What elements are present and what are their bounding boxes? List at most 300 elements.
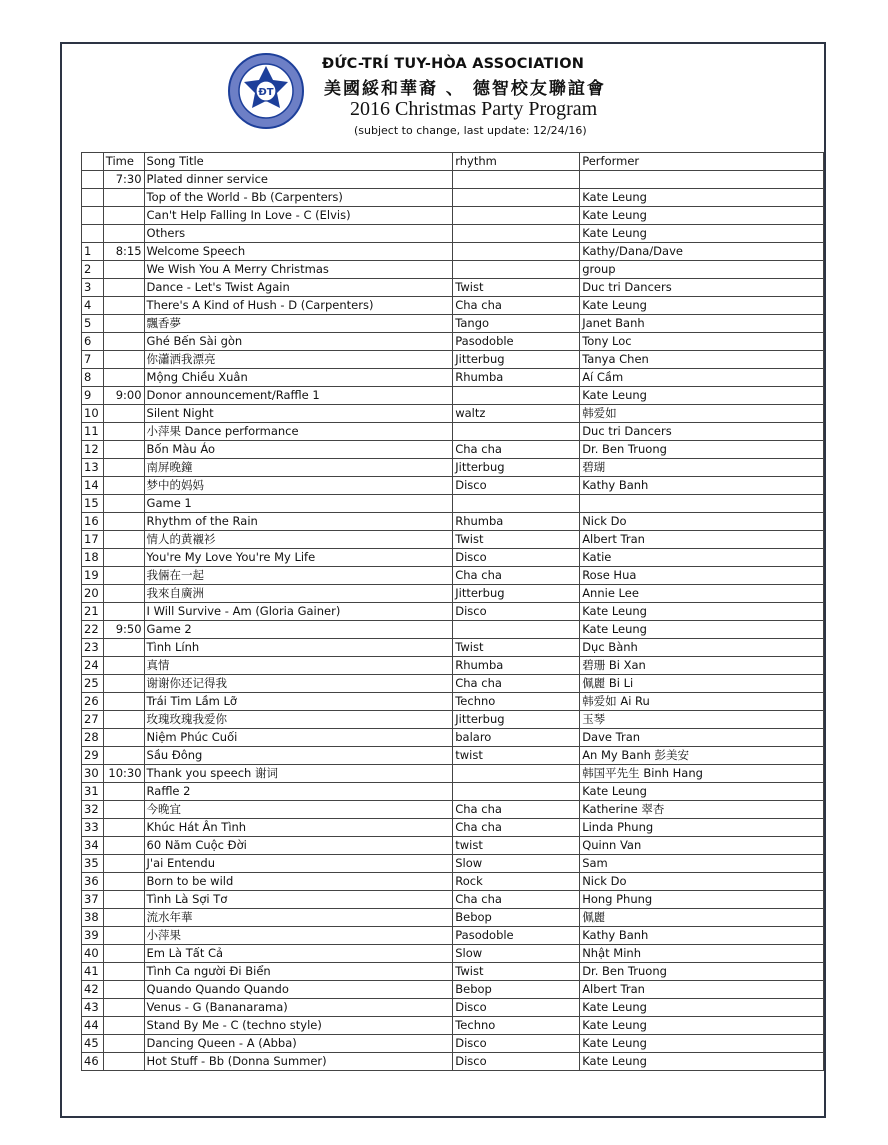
cell-number: 23 (82, 639, 104, 657)
cell-number (82, 207, 104, 225)
cell-performer: Linda Phung (580, 819, 824, 837)
cell-song-title: Rhythm of the Rain (144, 513, 453, 531)
cell-rhythm: Disco (453, 603, 580, 621)
cell-rhythm: Disco (453, 477, 580, 495)
association-name-cn: 美國綏和華裔 、 德智校友聯誼會 (324, 79, 606, 99)
cell-time (103, 477, 144, 495)
cell-performer: Kate Leung (580, 783, 824, 801)
cell-number: 25 (82, 675, 104, 693)
cell-time (103, 315, 144, 333)
cell-number: 29 (82, 747, 104, 765)
cell-song-title: 小萍果 (144, 927, 453, 945)
cell-performer: Duc tri Dancers (580, 423, 824, 441)
cell-rhythm: Jitterbug (453, 351, 580, 369)
cell-time (103, 459, 144, 477)
table-row (82, 657, 824, 675)
cell-time (103, 297, 144, 315)
cell-number: 6 (82, 333, 104, 351)
table-row (82, 765, 824, 783)
program-sheet (60, 42, 826, 1118)
cell-performer: 韩爱如 Ai Ru (580, 693, 824, 711)
cell-song-title: Quando Quando Quando (144, 981, 453, 999)
cell-rhythm (453, 261, 580, 279)
cell-number (82, 171, 104, 189)
cell-song-title: 60 Năm Cuộc Đời (144, 837, 453, 855)
cell-number: 34 (82, 837, 104, 855)
cell-song-title: Tình Ca người Đi Biển (144, 963, 453, 981)
cell-rhythm: Cha cha (453, 891, 580, 909)
cell-performer: Kate Leung (580, 1017, 824, 1035)
table-row (82, 783, 824, 801)
cell-number: 30 (82, 765, 104, 783)
cell-rhythm: Twist (453, 531, 580, 549)
cell-rhythm (453, 621, 580, 639)
cell-performer: Sam (580, 855, 824, 873)
table-row (82, 189, 824, 207)
cell-song-title: Silent Night (144, 405, 453, 423)
cell-performer: Kathy Banh (580, 927, 824, 945)
cell-rhythm: Pasodoble (453, 333, 580, 351)
cell-performer: Katherine 翠杏 (580, 801, 824, 819)
logo-letters: ĐT (258, 87, 274, 98)
table-row (82, 675, 824, 693)
program-table (81, 152, 824, 1071)
cell-song-title: Can't Help Falling In Love - C (Elvis) (144, 207, 453, 225)
cell-song-title: Thank you speech 谢词 (144, 765, 453, 783)
cell-song-title: We Wish You A Merry Christmas (144, 261, 453, 279)
table-row (82, 567, 824, 585)
cell-number: 8 (82, 369, 104, 387)
cell-performer (580, 171, 824, 189)
cell-number: 15 (82, 495, 104, 513)
cell-time (103, 837, 144, 855)
table-row (82, 261, 824, 279)
cell-rhythm (453, 207, 580, 225)
cell-number: 27 (82, 711, 104, 729)
cell-number: 2 (82, 261, 104, 279)
cell-time (103, 351, 144, 369)
cell-performer: Rose Hua (580, 567, 824, 585)
cell-rhythm: Twist (453, 279, 580, 297)
cell-rhythm: Bebop (453, 981, 580, 999)
cell-performer: 佩麗 (580, 909, 824, 927)
cell-time (103, 207, 144, 225)
cell-rhythm: Tango (453, 315, 580, 333)
cell-rhythm: Disco (453, 1035, 580, 1053)
cell-performer: An My Banh 彭美安 (580, 747, 824, 765)
cell-performer: Aí Cầm (580, 369, 824, 387)
cell-performer: Nhật Minh (580, 945, 824, 963)
cell-performer: Quinn Van (580, 837, 824, 855)
cell-rhythm (453, 243, 580, 261)
cell-number: 42 (82, 981, 104, 999)
cell-number (82, 189, 104, 207)
cell-number: 28 (82, 729, 104, 747)
cell-number (82, 225, 104, 243)
cell-song-title: You're My Love You're My Life (144, 549, 453, 567)
cell-number: 38 (82, 909, 104, 927)
cell-number: 31 (82, 783, 104, 801)
program-title: 2016 Christmas Party Program (350, 98, 598, 120)
cell-song-title: Donor announcement/Raffle 1 (144, 387, 453, 405)
cell-number: 18 (82, 549, 104, 567)
cell-rhythm: balaro (453, 729, 580, 747)
cell-song-title: Sầu Đông (144, 747, 453, 765)
cell-number: 3 (82, 279, 104, 297)
cell-rhythm: Twist (453, 963, 580, 981)
table-row (82, 549, 824, 567)
cell-time (103, 657, 144, 675)
cell-rhythm (453, 225, 580, 243)
table-row (82, 927, 824, 945)
cell-number: 7 (82, 351, 104, 369)
cell-performer: Dr. Ben Truong (580, 441, 824, 459)
cell-song-title: Em Là Tất Cả (144, 945, 453, 963)
cell-song-title: Tình Lính (144, 639, 453, 657)
cell-time (103, 693, 144, 711)
cell-rhythm: Slow (453, 945, 580, 963)
cell-rhythm (453, 783, 580, 801)
cell-song-title: J'ai Entendu (144, 855, 453, 873)
table-row (82, 405, 824, 423)
cell-number: 12 (82, 441, 104, 459)
table-row (82, 909, 824, 927)
cell-time (103, 531, 144, 549)
cell-song-title: Plated dinner service (144, 171, 453, 189)
table-row (82, 837, 824, 855)
cell-time (103, 189, 144, 207)
cell-number: 13 (82, 459, 104, 477)
cell-number: 20 (82, 585, 104, 603)
cell-number: 11 (82, 423, 104, 441)
cell-number: 33 (82, 819, 104, 837)
table-row (82, 333, 824, 351)
cell-rhythm: Rock (453, 873, 580, 891)
table-row (82, 999, 824, 1017)
cell-song-title: 玫瑰玫瑰我爱你 (144, 711, 453, 729)
table-row (82, 477, 824, 495)
cell-performer: Kate Leung (580, 207, 824, 225)
cell-song-title: Welcome Speech (144, 243, 453, 261)
cell-number: 45 (82, 1035, 104, 1053)
cell-time (103, 945, 144, 963)
table-row (82, 621, 824, 639)
cell-song-title: 流水年華 (144, 909, 453, 927)
cell-time (103, 927, 144, 945)
cell-rhythm: Disco (453, 549, 580, 567)
table-row (82, 423, 824, 441)
cell-song-title: Trái Tim Lầm Lỡ (144, 693, 453, 711)
cell-performer: Hong Phung (580, 891, 824, 909)
table-row (82, 981, 824, 999)
cell-rhythm: Cha cha (453, 441, 580, 459)
cell-rhythm: Rhumba (453, 657, 580, 675)
cell-song-title: 梦中的妈妈 (144, 477, 453, 495)
cell-performer: Kathy Banh (580, 477, 824, 495)
table-row (82, 531, 824, 549)
cell-performer: 韩国平先生 Binh Hang (580, 765, 824, 783)
cell-performer: group (580, 261, 824, 279)
table-row (82, 369, 824, 387)
table-row (82, 315, 824, 333)
cell-rhythm: Cha cha (453, 297, 580, 315)
table-row (82, 279, 824, 297)
cell-song-title: Top of the World - Bb (Carpenters) (144, 189, 453, 207)
cell-rhythm: Pasodoble (453, 927, 580, 945)
cell-song-title: 谢谢你还记得我 (144, 675, 453, 693)
cell-song-title: 我倆在一起 (144, 567, 453, 585)
cell-performer: Katie (580, 549, 824, 567)
table-row (82, 747, 824, 765)
cell-number: 19 (82, 567, 104, 585)
table-row (82, 819, 824, 837)
cell-performer: Kate Leung (580, 621, 824, 639)
cell-time (103, 369, 144, 387)
cell-time (103, 747, 144, 765)
cell-rhythm: Techno (453, 693, 580, 711)
table-row (82, 891, 824, 909)
table-row (82, 243, 824, 261)
cell-song-title: 情人的黄襯衫 (144, 531, 453, 549)
table-row (82, 495, 824, 513)
table-row (82, 513, 824, 531)
cell-song-title: Game 2 (144, 621, 453, 639)
cell-performer: 碧珊 Bi Xan (580, 657, 824, 675)
cell-performer (580, 495, 824, 513)
cell-performer: Albert Tran (580, 531, 824, 549)
cell-time (103, 441, 144, 459)
cell-time (103, 225, 144, 243)
cell-rhythm: Techno (453, 1017, 580, 1035)
table-row (82, 171, 824, 189)
cell-song-title: 南屏晚鐘 (144, 459, 453, 477)
cell-song-title: 飄香夢 (144, 315, 453, 333)
table-row (82, 855, 824, 873)
cell-rhythm: waltz (453, 405, 580, 423)
cell-song-title: I Will Survive - Am (Gloria Gainer) (144, 603, 453, 621)
cell-rhythm: Rhumba (453, 513, 580, 531)
table-row (82, 1053, 824, 1071)
cell-performer: 碧瑚 (580, 459, 824, 477)
cell-number: 10 (82, 405, 104, 423)
cell-number: 26 (82, 693, 104, 711)
cell-number: 36 (82, 873, 104, 891)
cell-time (103, 423, 144, 441)
cell-rhythm: Cha cha (453, 675, 580, 693)
cell-song-title: Mộng Chiều Xuân (144, 369, 453, 387)
cell-performer: Albert Tran (580, 981, 824, 999)
cell-performer: Dr. Ben Truong (580, 963, 824, 981)
table-row (82, 297, 824, 315)
cell-performer: 韩爱如 (580, 405, 824, 423)
cell-song-title: 我來自廣洲 (144, 585, 453, 603)
cell-time (103, 801, 144, 819)
association-logo (227, 52, 305, 130)
table-row (82, 387, 824, 405)
cell-time: 7:30 (103, 171, 144, 189)
table-row (82, 441, 824, 459)
cell-number: 46 (82, 1053, 104, 1071)
cell-performer: Kate Leung (580, 297, 824, 315)
table-row (82, 603, 824, 621)
cell-song-title: Tình Là Sợi Tơ (144, 891, 453, 909)
column-header-rhythm: rhythm (453, 153, 580, 171)
cell-number: 35 (82, 855, 104, 873)
cell-song-title: Stand By Me - C (techno style) (144, 1017, 453, 1035)
cell-time (103, 513, 144, 531)
cell-rhythm (453, 423, 580, 441)
cell-time (103, 675, 144, 693)
table-row (82, 351, 824, 369)
cell-rhythm (453, 765, 580, 783)
cell-rhythm: Cha cha (453, 567, 580, 585)
cell-time: 9:50 (103, 621, 144, 639)
column-header-time: Time (103, 153, 144, 171)
cell-time (103, 819, 144, 837)
header (62, 44, 824, 152)
cell-song-title: There's A Kind of Hush - D (Carpenters) (144, 297, 453, 315)
cell-number: 37 (82, 891, 104, 909)
cell-song-title: Others (144, 225, 453, 243)
cell-number: 4 (82, 297, 104, 315)
cell-time (103, 261, 144, 279)
cell-song-title: Game 1 (144, 495, 453, 513)
cell-number: 43 (82, 999, 104, 1017)
cell-rhythm (453, 387, 580, 405)
cell-number: 22 (82, 621, 104, 639)
cell-time (103, 711, 144, 729)
cell-number: 32 (82, 801, 104, 819)
cell-song-title: Niệm Phúc Cuối (144, 729, 453, 747)
cell-performer: Nick Do (580, 513, 824, 531)
cell-number: 24 (82, 657, 104, 675)
cell-number: 44 (82, 1017, 104, 1035)
cell-performer: Dave Tran (580, 729, 824, 747)
table-row (82, 729, 824, 747)
table-row (82, 945, 824, 963)
cell-rhythm: Cha cha (453, 819, 580, 837)
cell-time (103, 729, 144, 747)
cell-performer: Kate Leung (580, 387, 824, 405)
cell-rhythm: Rhumba (453, 369, 580, 387)
cell-time: 8:15 (103, 243, 144, 261)
cell-performer: 玉琴 (580, 711, 824, 729)
cell-time (103, 981, 144, 999)
table-row (82, 225, 824, 243)
cell-number: 16 (82, 513, 104, 531)
cell-song-title: Hot Stuff - Bb (Donna Summer) (144, 1053, 453, 1071)
cell-song-title: 小萍果 Dance performance (144, 423, 453, 441)
cell-performer: Duc tri Dancers (580, 279, 824, 297)
cell-time (103, 1035, 144, 1053)
cell-rhythm (453, 495, 580, 513)
cell-song-title: Dancing Queen - A (Abba) (144, 1035, 453, 1053)
cell-rhythm: twist (453, 837, 580, 855)
column-header-performer: Performer (580, 153, 824, 171)
table-row (82, 801, 824, 819)
cell-performer: 佩麗 Bi Li (580, 675, 824, 693)
cell-performer: Janet Banh (580, 315, 824, 333)
cell-song-title: Venus - G (Bananarama) (144, 999, 453, 1017)
cell-time (103, 1053, 144, 1071)
cell-time (103, 333, 144, 351)
table-row (82, 1035, 824, 1053)
cell-performer: Kathy/Dana/Dave (580, 243, 824, 261)
column-header-song-title: Song Title (144, 153, 453, 171)
table-row (82, 639, 824, 657)
cell-number: 14 (82, 477, 104, 495)
column-header-number (82, 153, 104, 171)
cell-performer: Tony Loc (580, 333, 824, 351)
cell-time: 10:30 (103, 765, 144, 783)
program-subtitle: (subject to change, last update: 12/24/16) (354, 124, 587, 137)
table-row (82, 1017, 824, 1035)
table-row (82, 585, 824, 603)
cell-time (103, 585, 144, 603)
cell-song-title: Bốn Màu Áo (144, 441, 453, 459)
cell-time (103, 855, 144, 873)
cell-performer: Annie Lee (580, 585, 824, 603)
cell-rhythm: twist (453, 747, 580, 765)
cell-time (103, 783, 144, 801)
cell-time: 9:00 (103, 387, 144, 405)
table-row (82, 873, 824, 891)
cell-performer: Nick Do (580, 873, 824, 891)
cell-number: 17 (82, 531, 104, 549)
cell-number: 39 (82, 927, 104, 945)
cell-performer: Kate Leung (580, 1053, 824, 1071)
cell-performer: Kate Leung (580, 189, 824, 207)
cell-time (103, 279, 144, 297)
cell-number: 1 (82, 243, 104, 261)
cell-rhythm: Disco (453, 1053, 580, 1071)
cell-number: 41 (82, 963, 104, 981)
cell-time (103, 963, 144, 981)
table-row (82, 963, 824, 981)
cell-rhythm: Slow (453, 855, 580, 873)
cell-number: 21 (82, 603, 104, 621)
cell-number: 5 (82, 315, 104, 333)
cell-rhythm (453, 171, 580, 189)
table-header-row (82, 153, 824, 171)
program-table-body (82, 153, 824, 1071)
cell-rhythm (453, 189, 580, 207)
table-row (82, 711, 824, 729)
cell-rhythm: Twist (453, 639, 580, 657)
cell-song-title: Khúc Hát Ân Tình (144, 819, 453, 837)
cell-rhythm: Jitterbug (453, 459, 580, 477)
cell-time (103, 891, 144, 909)
cell-time (103, 603, 144, 621)
cell-performer: Dục Bành (580, 639, 824, 657)
cell-song-title: Ghé Bến Sài gòn (144, 333, 453, 351)
table-row (82, 693, 824, 711)
table-row (82, 207, 824, 225)
cell-performer: Kate Leung (580, 225, 824, 243)
cell-time (103, 567, 144, 585)
cell-rhythm: Cha cha (453, 801, 580, 819)
cell-time (103, 549, 144, 567)
association-name-en: ĐỨC-TRÍ TUY-HÒA ASSOCIATION (322, 56, 585, 72)
cell-number: 40 (82, 945, 104, 963)
cell-song-title: 你瀟洒我漂亮 (144, 351, 453, 369)
cell-rhythm: Disco (453, 999, 580, 1017)
cell-song-title: Born to be wild (144, 873, 453, 891)
cell-song-title: Raffle 2 (144, 783, 453, 801)
cell-rhythm: Jitterbug (453, 585, 580, 603)
cell-performer: Kate Leung (580, 1035, 824, 1053)
cell-time (103, 873, 144, 891)
